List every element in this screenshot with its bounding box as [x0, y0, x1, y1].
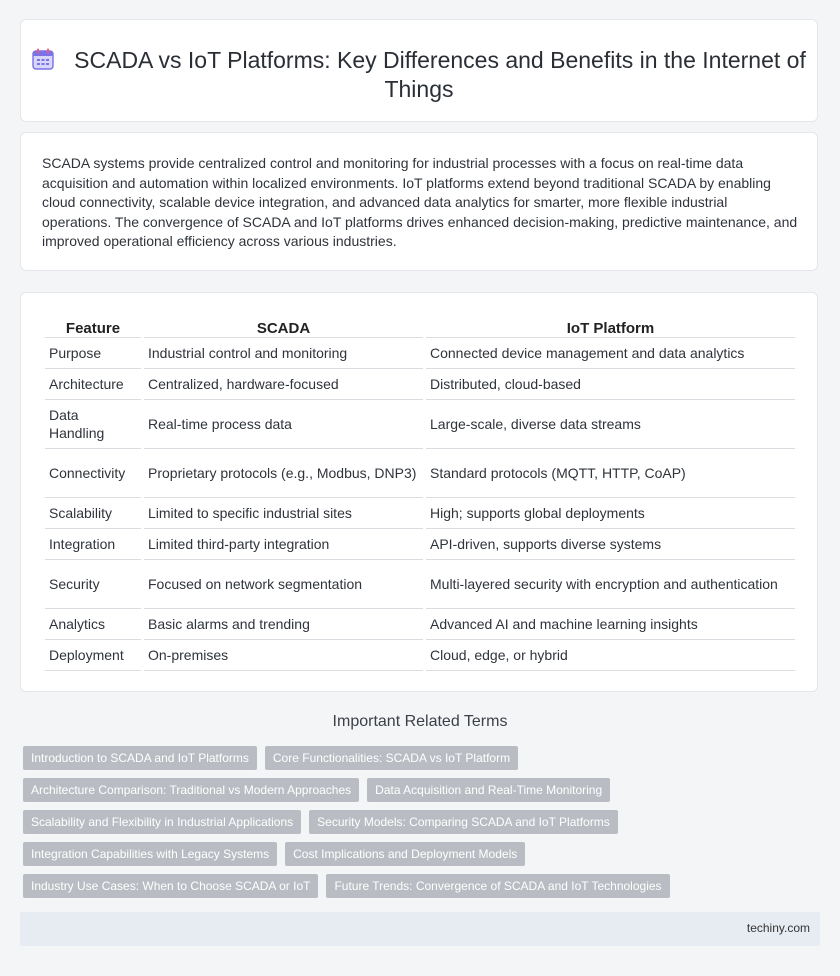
tag-row: [23, 746, 823, 770]
cell-scada: Limited to specific industrial sites: [144, 498, 423, 529]
table-row: [45, 369, 795, 400]
cell-feature: Architecture: [45, 369, 141, 400]
cell-feature: Deployment: [45, 640, 141, 671]
cell-scada: Centralized, hardware-focused: [144, 369, 423, 400]
intro-paragraph: SCADA systems provide centralized control and monitoring for industrial processes with a focus on real-time data acquisition and automation within localized environments. IoT platforms extend beyond traditional SCADA by enabling cloud connectivity, scalable device integration, and advanced data analytics for smarter, more flexible industrial operations. The convergence of SCADA and IoT platforms drives enhanced decision-making, predictive maintenance, and improved operational efficiency across various industries.: [42, 155, 798, 249]
tag-row: [23, 874, 823, 898]
related-term-tag[interactable]: Core Functionalities: SCADA vs IoT Platform: [265, 746, 518, 770]
related-terms-heading: Important Related Terms: [332, 713, 508, 730]
cell-iot: Connected device management and data analytics: [426, 338, 795, 369]
footer-site-link[interactable]: techiny.com: [746, 921, 810, 935]
cell-iot: API-driven, supports diverse systems: [426, 529, 795, 560]
cell-scada: Real-time process data: [144, 400, 423, 449]
cell-iot: Standard protocols (MQTT, HTTP, CoAP): [426, 449, 795, 498]
cell-scada: Basic alarms and trending: [144, 609, 423, 640]
table-row: [45, 338, 795, 369]
table-row: [45, 609, 795, 640]
cell-scada: Focused on network segmentation: [144, 560, 423, 609]
cell-scada: On-premises: [144, 640, 423, 671]
related-term-tag[interactable]: Security Models: Comparing SCADA and IoT Platforms: [309, 810, 618, 834]
cell-iot: Distributed, cloud-based: [426, 369, 795, 400]
title-text: SCADA vs IoT Platforms: Key Differences and Benefits in the Internet of Things: [74, 47, 806, 102]
related-term-tag[interactable]: Cost Implications and Deployment Models: [285, 842, 525, 866]
col-header-feature: Feature: [45, 314, 141, 338]
tag-row: [23, 842, 823, 866]
cell-feature: Purpose: [45, 338, 141, 369]
related-term-tag[interactable]: Scalability and Flexibility in Industrial Applications: [23, 810, 301, 834]
cell-scada: Proprietary protocols (e.g., Modbus, DNP3): [144, 449, 423, 498]
intro-card: [20, 132, 818, 271]
cell-feature: Security: [45, 560, 141, 609]
related-term-tag[interactable]: Industry Use Cases: When to Choose SCADA or IoT: [23, 874, 318, 898]
page-title: [21, 46, 817, 104]
calendar-icon: [32, 48, 54, 70]
table-row: [45, 498, 795, 529]
footer-bar: [20, 912, 820, 946]
cell-iot: Advanced AI and machine learning insights: [426, 609, 795, 640]
cell-iot: Cloud, edge, or hybrid: [426, 640, 795, 671]
related-term-tag[interactable]: Future Trends: Convergence of SCADA and IoT Technologies: [326, 874, 669, 898]
cell-iot: High; supports global deployments: [426, 498, 795, 529]
cell-feature: Analytics: [45, 609, 141, 640]
cell-feature: Connectivity: [45, 449, 141, 498]
table-header-row: [45, 314, 795, 338]
table-row: [45, 529, 795, 560]
cell-iot: Large-scale, diverse data streams: [426, 400, 795, 449]
related-term-tag[interactable]: Data Acquisition and Real-Time Monitoring: [367, 778, 610, 802]
cell-feature: Data Handling: [45, 400, 141, 449]
table-row: [45, 640, 795, 671]
tag-row: [23, 778, 823, 802]
cell-iot: Multi-layered security with encryption and authentication: [426, 560, 795, 609]
tag-row: [23, 810, 823, 834]
cell-feature: Integration: [45, 529, 141, 560]
cell-scada: Industrial control and monitoring: [144, 338, 423, 369]
comparison-table-card: [20, 292, 818, 692]
related-terms-list: [23, 746, 823, 906]
table-row: [45, 400, 795, 449]
related-term-tag[interactable]: Integration Capabilities with Legacy Systems: [23, 842, 277, 866]
related-term-tag[interactable]: Architecture Comparison: Traditional vs Modern Approaches: [23, 778, 359, 802]
cell-feature: Scalability: [45, 498, 141, 529]
cell-scada: Limited third-party integration: [144, 529, 423, 560]
col-header-iot: IoT Platform: [426, 314, 795, 338]
header-card: [20, 19, 818, 122]
comparison-table: [42, 314, 798, 671]
col-header-scada: SCADA: [144, 314, 423, 338]
table-row: [45, 449, 795, 498]
table-row: [45, 560, 795, 609]
related-term-tag[interactable]: Introduction to SCADA and IoT Platforms: [23, 746, 257, 770]
